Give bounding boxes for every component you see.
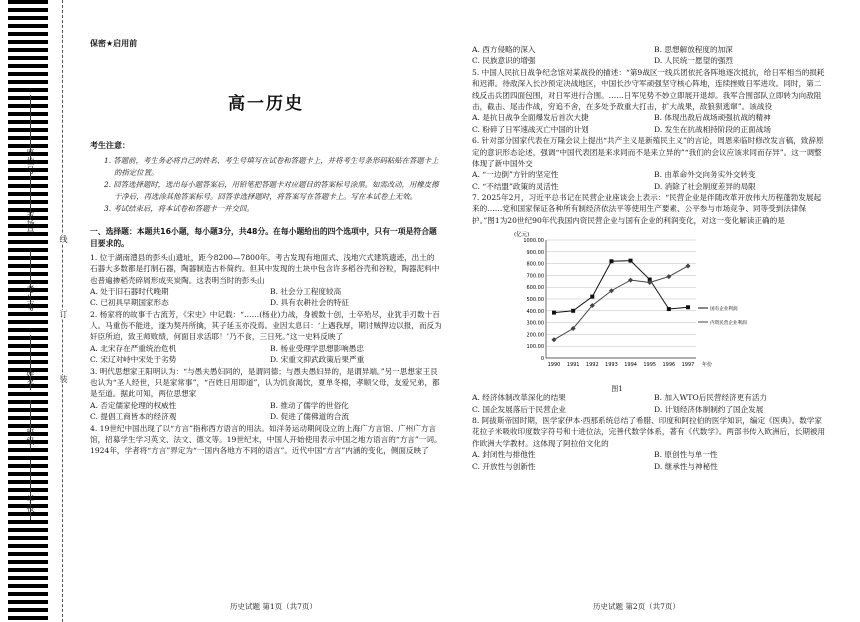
series-1-point (686, 306, 690, 310)
notice-item: 1. 答题前，考生务必将自己的姓名、考生号填写在试卷和答题卡上，并将考生号条形码粘贴在答题卡上的指定位置。 (104, 155, 439, 177)
question-stem: 7. 2025年2月，习近平总书记在民营企业座谈会上表示：“民营企业是伴随改革开放伟大历程蓬勃发展起来的……党和国家保证各种所有制经济依法平等使用生产要素、公平参与市场竞争、同等受到法律保护。”图1为20世纪90年代我国内资民营企业与国有企业的利润变化，对这一变化解读正确的是 (472, 193, 822, 225)
option-a[interactable]: A. 封闭性与排他性 (472, 450, 536, 460)
notice-list (90, 155, 442, 216)
notice-item: 3. 考试结束后，将本试卷和答题卡一并交回。 (104, 204, 254, 214)
notice-heading: 考生注意： (90, 140, 130, 150)
cut-label-mount: 装 (59, 375, 68, 383)
option-c[interactable]: C. 国企发展落后于民营企业 (472, 404, 566, 414)
option-b[interactable]: B. 杨业受理学思想影响愚忠 (270, 343, 364, 353)
y-tick-label: 400.00 (526, 309, 544, 316)
question-4-options (472, 44, 828, 67)
school-label: 学校 (26, 495, 35, 513)
option-d[interactable]: D. 计划经济体制制约了国企发展 (654, 404, 764, 414)
series-1-point (667, 307, 671, 311)
page-1-footer: 历史试题 第1页（共7页） (230, 601, 317, 611)
x-tick-label: 1996 (662, 362, 676, 369)
y-tick-label: 300.00 (526, 320, 544, 327)
x-tick-label: 1991 (566, 362, 580, 369)
question-stem: 6. 针对部分国家代表在万隆会议上提出“共产主义是新殖民主义”的言论，周恩来临时修改发言稿，致辞原定的意识形态论述，强调“中国代表团是来求同而不是来立异的”“我们的会议应该求同而存异”。这一调整体现了新中国外交 (472, 136, 824, 168)
option-b[interactable]: B. 体现出敌后战场顽强抗战的精神 (654, 113, 771, 123)
option-a[interactable]: A. 经济体制改革深化的结果 (472, 393, 566, 403)
option-c[interactable]: C. “不结盟”政策的灵活性 (472, 181, 559, 191)
option-d[interactable]: D. 宋重文抑武政策后果严重 (270, 355, 365, 365)
option-d[interactable]: D. 促进了儒佛道的合流 (270, 412, 349, 422)
option-c[interactable]: C. 宋辽对峙中宋处于劣势 (90, 355, 177, 365)
section-heading: 一、选择题：本题共16小题，每小题3分，共48分。在每小题给出的四个选项中，只有一项是符合题目要求的。 (90, 226, 437, 248)
option-d[interactable]: D. 人民统一愿望的强烈 (654, 56, 733, 66)
y-tick-label: 700.00 (526, 273, 544, 280)
option-a[interactable]: A. 北宋存在严重统治危机 (90, 343, 177, 353)
seat-number-label: 座位号 (26, 148, 35, 175)
page-title: 高一历史 (228, 94, 304, 114)
question-4 (90, 423, 442, 457)
series-2-point (628, 278, 633, 283)
x-tick-label: 1992 (585, 362, 599, 369)
option-d[interactable]: D. 发生在抗战相持阶段的正面战场 (654, 124, 771, 134)
option-b[interactable]: B. 推动了儒学的世俗化 (270, 400, 349, 410)
y-tick-label: 1000.00 (523, 238, 544, 245)
option-a[interactable]: A. “一边倒”方针的坚定性 (472, 170, 559, 180)
option-a[interactable]: A. 西方侵略的深入 (472, 45, 536, 54)
question-6 (472, 135, 828, 192)
option-c[interactable]: C. 已初具早期国家形态 (90, 298, 169, 308)
figure-label: 图1 (611, 384, 623, 393)
question-stem: 3. 明代思想家王阳明认为：“与愚夫愚妇同的，是谓同德；与愚夫愚妇异的，是谓异端。”另一思想家王艮也认为“圣人经世，只是家常事”，“百姓日用即道”，认为饥食渴饮，夏单冬棉，孝顺父母，友爱兄弟，都是至道。据此可知，两位思想家 (90, 366, 440, 399)
series-2-point (666, 274, 671, 279)
series-line-1 (554, 261, 688, 313)
question-8 (472, 415, 828, 472)
question-options (472, 169, 828, 192)
y-tick-label: 900.00 (526, 250, 544, 257)
x-tick-label: 1993 (605, 362, 618, 369)
y-axis-label: (亿元) (514, 232, 530, 239)
y-tick-label: 600.00 (526, 285, 544, 292)
candidate-number-label: 考生号 (26, 285, 35, 312)
notice-item: 2. 回答选择题时，选出每小题答案后，用铅笔把答题卡对应题目的答案标号涂黑。如需改动，用橡皮擦干净后，再选涂其他答案标号。回答非选择题时，将答案写在答题卡上。写在本试卷上无效。 (104, 179, 439, 202)
option-b[interactable]: B. 思想解放程度的加深 (654, 45, 733, 54)
x-tick-label: 1997 (681, 362, 695, 369)
profit-line-chart (512, 230, 747, 380)
x-tick-label: 1995 (643, 362, 657, 369)
x-tick-label: 1994 (624, 362, 637, 369)
option-b[interactable]: B. 社会分工程度较高 (270, 286, 342, 296)
y-tick-label: 0 (540, 356, 544, 363)
option-d[interactable]: D. 具有农耕社会的特征 (270, 298, 349, 308)
question-3 (90, 366, 442, 423)
question-options (90, 400, 442, 423)
option-c[interactable]: C. 粉碎了日军速战灭亡中国的计划 (472, 124, 589, 134)
option-c[interactable]: C. 民族意识的增强 (472, 56, 536, 66)
page-2 (472, 44, 828, 472)
option-b[interactable]: B. 加入WTO后民营经济更有活力 (654, 393, 768, 403)
question-options (472, 392, 828, 415)
question-options (90, 286, 442, 309)
binding-strip (0, 0, 78, 622)
question-2 (90, 309, 442, 366)
option-d[interactable]: D. 继承性与神秘性 (654, 461, 718, 471)
question-options (472, 449, 828, 472)
option-a[interactable]: A. 否定儒家伦理的权威性 (90, 400, 177, 410)
legend-label: 内资民营企业利润 (710, 321, 747, 327)
option-d[interactable]: D. 消除了社会制度差异的局限 (654, 181, 756, 191)
y-tick-label: 800.00 (526, 261, 544, 268)
series-1-point (590, 295, 594, 299)
question-5 (472, 67, 828, 135)
y-tick-label: 500.00 (526, 297, 544, 304)
x-axis-label: 年份 (702, 362, 713, 369)
option-a[interactable]: A. 是抗日战争全面爆发后首次大捷 (472, 113, 589, 123)
y-tick-label: 200.00 (526, 332, 544, 339)
series-1-point (552, 311, 556, 315)
series-1-point (609, 259, 613, 263)
question-stem: 2. 杨家将的故事千古流芳，《宋史》中记载：“……(杨业)力战，身被数十创，士卒殆尽，业犹手刃数十百人。马重伤不能进，遂为契丹所擒，其子延玉亦没焉。业因太息曰：‘上遇我厚，期讨贼捍边以报，而反为奸臣所迫，致王师败绩，何面目求活耶！’乃不食，三日死。”这一史料反映了 (90, 309, 442, 342)
series-1-point (629, 259, 633, 263)
question-options (90, 343, 442, 366)
series-2-point (551, 337, 556, 342)
name-label: 姓名 (26, 370, 35, 388)
option-b[interactable]: B. 原创性与单一性 (654, 450, 718, 460)
confidential-label: 保密★启用前 (90, 39, 138, 48)
page-1 (90, 38, 442, 457)
question-stem: 4. 19世纪中国出现了以“方言”指称西方语言的用法。如洋务运动期间设立的上海广方言馆、广州广方言馆，招募学生学习英文、法文、德文等。19世纪末，中国人开始使用表示中国之地方语言的“方言”一词。1924年，学者将“方言”界定为“一国内各地方不同的语言”。近代中国“方言”内涵的变化，侧面反映了 (90, 423, 442, 456)
question-7 (472, 192, 828, 415)
series-2-point (685, 264, 690, 269)
question-stem: 1. 位于湖南澧县的彭头山遗址，距今8200—7800年。考古发现有地面式、浅地穴式建筑遗迹，出土的石器大多数都是打制石器，陶器制造古朴简约。但其中发现的土块中包含许多稻谷壳和谷粒，陶器泥料中也普遍掺稻壳碎屑形成夹炭陶。这表明当时的彭头山 (90, 252, 440, 285)
class-label: 班级 (26, 428, 35, 446)
room-number-label: 考场号 (26, 210, 35, 237)
option-c[interactable]: C. 开放性与创新性 (472, 461, 536, 471)
option-a[interactable]: A. 处于旧石器时代晚期 (90, 286, 169, 296)
cut-label-line: 线 (59, 235, 68, 243)
series-1-point (571, 309, 575, 313)
profit-chart (512, 230, 747, 393)
question-stem: 5. 中国人民抗日战争纪念馆对某战役的描述：“第9战区一线兵团依托各阵地逐次抵抗，给日军相当的损耗和迟滞。待敌深入长沙预定决战地区，中国长沙守军顽强坚守核心阵地，连续挫败日军进攻。同时，第二线反击兵团四面包围，对日军进行合围。……日军见势不妙立即展开退却。我军合围部队立即转为向敌阻击，截击、尾击作战，穷追不舍，在多处予敌重大打击，扩大战果，敌狼狈逃窜”。该战役 (472, 67, 825, 111)
option-b[interactable]: B. 由革命外交向务实外交转变 (654, 170, 756, 180)
y-tick-label: 100.00 (526, 344, 544, 351)
legend-label: 国有企业利润 (710, 307, 738, 313)
option-c[interactable]: C. 提倡工商皆本的经济观 (90, 412, 177, 422)
question-stem: 8. 阿拔斯帝国时期，医学家伊本·西那系统总结了希腊、印度和阿拉伯的医学知识，编定《医典》。数学家花拉子米吸收印度数字符号和十进位法，完善代数学体系，著有《代数学》。两部书传入欧洲后，长期被用作欧洲大学教材。这体现了阿拉伯文化的 (472, 416, 826, 448)
x-tick-label: 1990 (547, 362, 561, 369)
question-options (472, 112, 828, 135)
cut-label-bind: 订 (59, 310, 68, 318)
page-2-footer: 历史试题 第2页（共7页） (593, 601, 680, 611)
question-1 (90, 252, 442, 309)
